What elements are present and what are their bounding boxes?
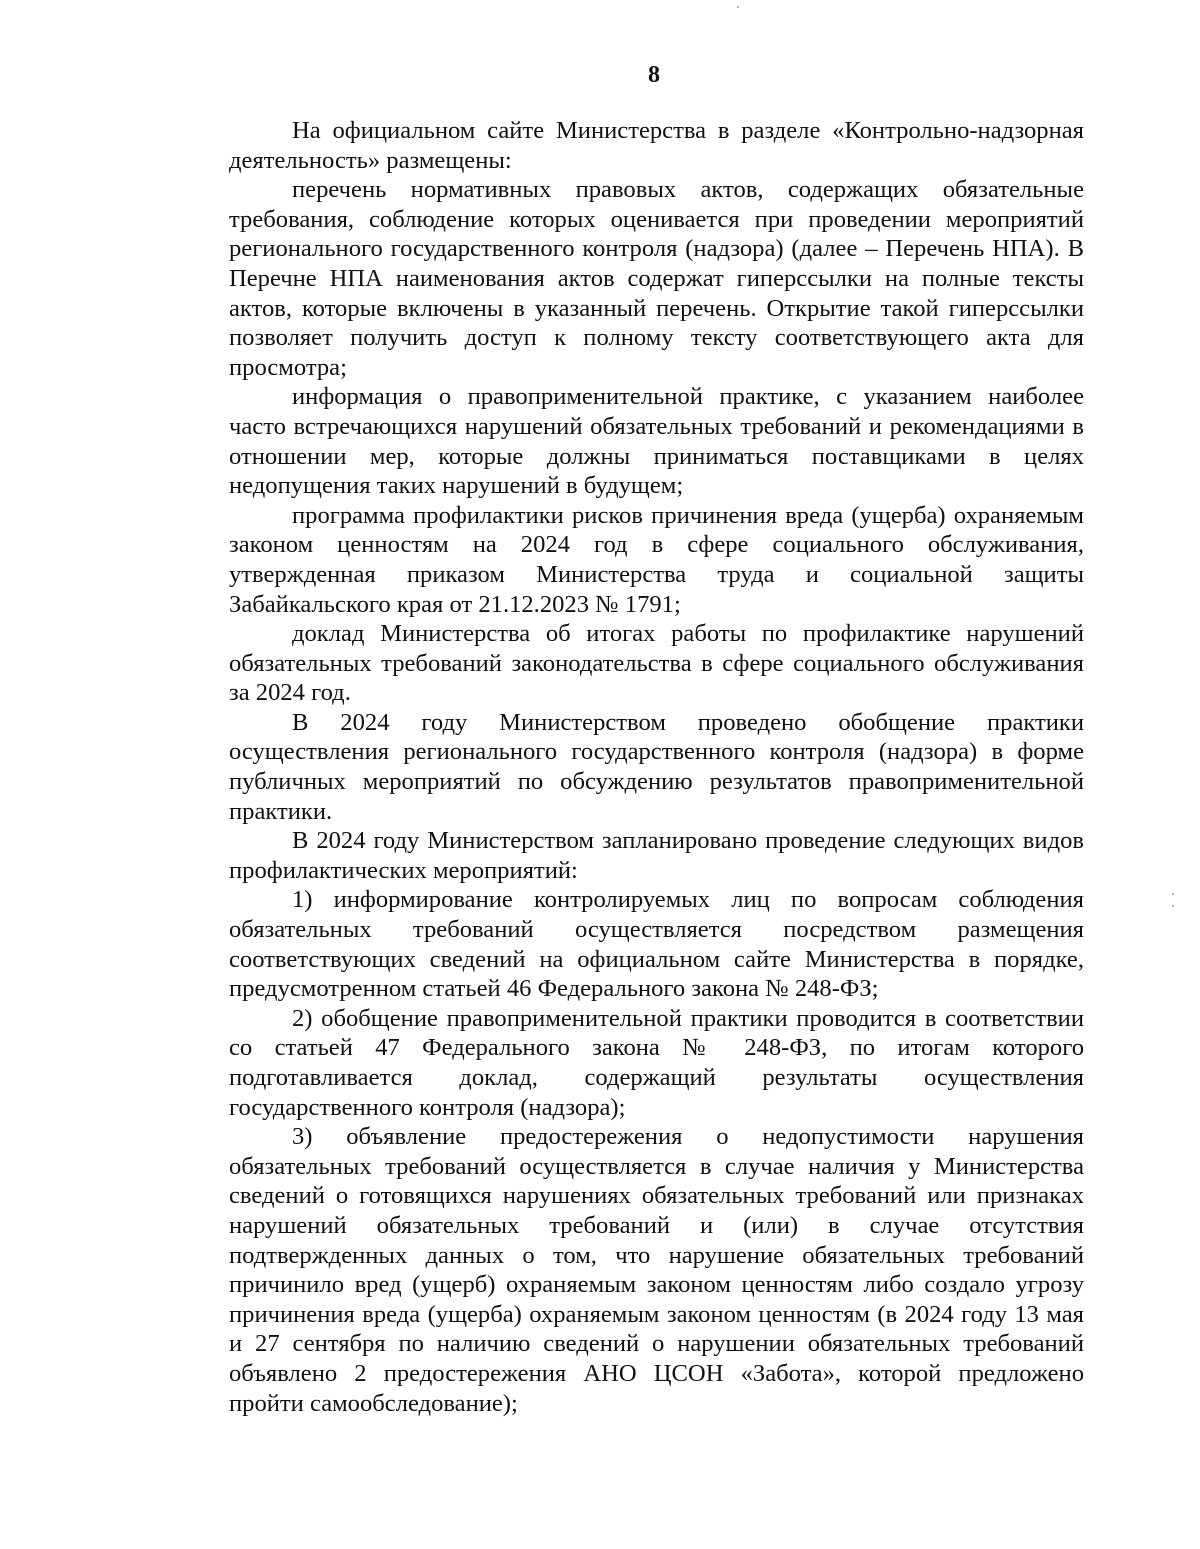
list-item-warning: 3) объявление предостережения о недопустимости нарушения обязательных требований осуществляется в случае наличия у Министерства сведений о готовящихся нарушениях обязательных требований или признаках нарушений обязательных требований и (или) в случае отсутствия подтвержденных данных о том, что нарушение обязательных требований причинило вред (ущерб) охраняемым законом ценностям либо создало угрозу причинения вреда (ущерба) охраняемым законом ценностям (в 2024 году 13 мая и 27 сентября по наличию сведений о нарушении обязательных требований объявлено 2 предостережения АНО ЦСОН «Забота», которой предложено пройти самообследование); [229, 1123, 1084, 1417]
paragraph-practice-summary: В 2024 году Министерством проведено обобщение практики осуществления регионального государственного контроля (надзора) в форме публичных мероприятий по обсуждению результатов правоприменительной практики. [229, 708, 1084, 825]
paragraph-ministry-report: доклад Министерства об итогах работы по профилактике нарушений обязательных требований законодательства в сфере социального обслуживания за 2024 год. [229, 620, 1084, 707]
page-body [229, 116, 1084, 1418]
list-item-generalization: 2) обобщение правоприменительной практики проводится в соответствии со статьей 47 Федерального закона № 248-ФЗ, по итогам которого подготавливается доклад, содержащий результаты осуществления государственного контроля (надзора); [229, 1004, 1084, 1121]
scan-speck [1172, 893, 1174, 895]
list-item-informing: 1) информирование контролируемых лиц по вопросам соблюдения обязательных требований осуществляется посредством размещения соответствующих сведений на официальном сайте Министерства в порядке, предусмотренном статьей 46 Федерального закона № 248-ФЗ; [229, 886, 1084, 1003]
scan-speck [1172, 905, 1174, 907]
paragraph-intro: На официальном сайте Министерства в разделе «Контрольно-надзорная деятельность» размещены: [229, 117, 1084, 174]
scan-speck [737, 6, 739, 8]
paragraph-planned-measures: В 2024 году Министерством запланировано проведение следующих видов профилактических мероприятий: [229, 827, 1084, 884]
paragraph-enforcement-practice: информация о правоприменительной практике, с указанием наиболее часто встречающихся нарушений обязательных требований и рекомендациями в отношении мер, которые должны приниматься поставщиками в целях недопущения таких нарушений в будущем; [229, 383, 1084, 500]
paragraph-npa-list: перечень нормативных правовых актов, содержащих обязательные требования, соблюдение которых оценивается при проведении мероприятий регионального государственного контроля (надзора) (далее – Перечень НПА). В Перечне НПА наименования актов содержат гиперссылки на полные тексты актов, которые включены в указанный перечень. Открытие такой гиперссылки позволяет получить доступ к полному тексту соответствующего акта для просмотра; [229, 176, 1084, 381]
page-number: 8 [648, 62, 660, 88]
paragraph-prevention-program: программа профилактики рисков причинения вреда (ущерба) охраняемым законом ценностям на 2024 год в сфере социального обслуживания, утвержденная приказом Министерства труда и социальной защиты Забайкальского края от 21.12.2023 № 1791; [229, 501, 1084, 618]
